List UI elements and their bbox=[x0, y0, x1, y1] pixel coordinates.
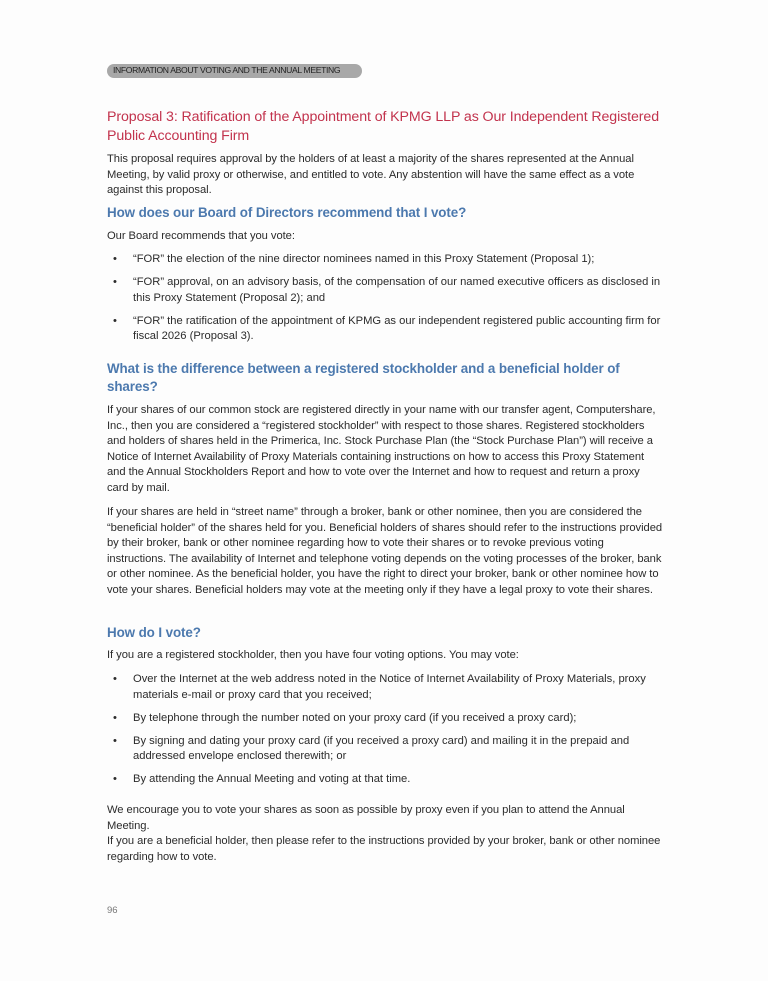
list-item: • “FOR” the election of the nine director nominees named in this Proxy Statement (Proposal 1); bbox=[107, 252, 663, 268]
difference-heading: What is the difference between a registered stockholder and a beneficial holder of shares? bbox=[107, 361, 620, 394]
difference-para-1: If your shares of our common stock are registered directly in your name with our transfer agent, Computershare, Inc., then you are considered a “registered stockholder” with respect to those shares. Registered stockholders and holders of shares held in the Primerica, Inc. Stock Purchase Plan (the “Stock Purchase Plan”) will receive a Notice of Internet Availability of Proxy Materials containing instructions on how to access this Proxy Statement and the Annual Stockholders Report and how to vote over the Internet and how to request and return a proxy card by mail. bbox=[107, 404, 656, 494]
proposal-title: Proposal 3: Ratification of the Appointment of KPMG LLP as Our Independent Registered Public Accounting Firm bbox=[107, 109, 659, 144]
bullet-icon: • bbox=[113, 253, 117, 265]
list-item: • By telephone through the number noted on your proxy card (if you received a proxy card); bbox=[107, 711, 663, 727]
difference-para-2: If your shares are held in “street name” through a broker, bank or other nominee, then you are considered the “beneficial holder” of the shares held for you. Beneficial holders of shares should refer to the instructions provided by their broker, bank or other nominee regarding how to vote their shares or to revoke previous voting instructions. The availability of Internet and telephone voting depends on the voting processes of the broker, bank or other nominee. As the beneficial holder, you have the right to direct your broker, bank or other nominee how to vote your shares. Beneficial holders may vote at the meeting only if they have a legal proxy to vote their shares. bbox=[107, 506, 663, 596]
bullet-icon: • bbox=[113, 773, 117, 785]
recommend-list bbox=[107, 252, 663, 352]
list-item: • By signing and dating your proxy card (if you received a proxy card) and mailing it in the prepaid and addressed envelope enclosed therewith; or bbox=[113, 734, 630, 762]
list-item: • By attending the Annual Meeting and voting at that time. bbox=[107, 772, 663, 788]
how-vote-heading: How do I vote? bbox=[107, 625, 201, 640]
list-item: • “FOR” the ratification of the appointment of KPMG as our independent registered public accounting firm for fiscal 2026 (Proposal 3). bbox=[113, 314, 661, 342]
how-vote-intro: If you are a registered stockholder, then you have four voting options. You may vote: bbox=[107, 649, 519, 661]
bullet-icon: • bbox=[113, 276, 117, 288]
bullet-icon: • bbox=[113, 734, 117, 747]
bullet-icon: • bbox=[113, 711, 117, 724]
list-item: • Over the Internet at the web address noted in the Notice of Internet Availability of Proxy Materials, proxy materials e-mail or proxy card that you received; bbox=[113, 673, 646, 701]
encourage-paragraph: We encourage you to vote your shares as soon as possible by proxy even if you plan to attend the Annual Meeting. bbox=[107, 804, 625, 832]
list-item: • “FOR” approval, on an advisory basis, of the compensation of our named executive officers as disclosed in this Proxy Statement (Proposal 2); and bbox=[113, 276, 661, 304]
proposal-body: This proposal requires approval by the holders of at least a majority of the shares represented at the Annual Meeting, by valid proxy or otherwise, and entitled to vote. Any abstention will have the same effect as a vote against this proposal. bbox=[107, 153, 635, 196]
section-header-label: INFORMATION ABOUT VOTING AND THE ANNUAL MEETING bbox=[113, 65, 341, 75]
page-number: 96 bbox=[107, 905, 118, 916]
bullet-icon: • bbox=[113, 673, 117, 685]
section-header-tab bbox=[107, 64, 362, 78]
beneficial-holder-paragraph: If you are a beneficial holder, then please refer to the instructions provided by your broker, bank or other nominee regarding how to vote. bbox=[107, 835, 661, 863]
bullet-icon: • bbox=[113, 314, 117, 327]
recommend-intro: Our Board recommends that you vote: bbox=[107, 230, 295, 242]
how-vote-list bbox=[107, 672, 663, 795]
recommend-heading: How does our Board of Directors recommend that I vote? bbox=[107, 205, 467, 220]
